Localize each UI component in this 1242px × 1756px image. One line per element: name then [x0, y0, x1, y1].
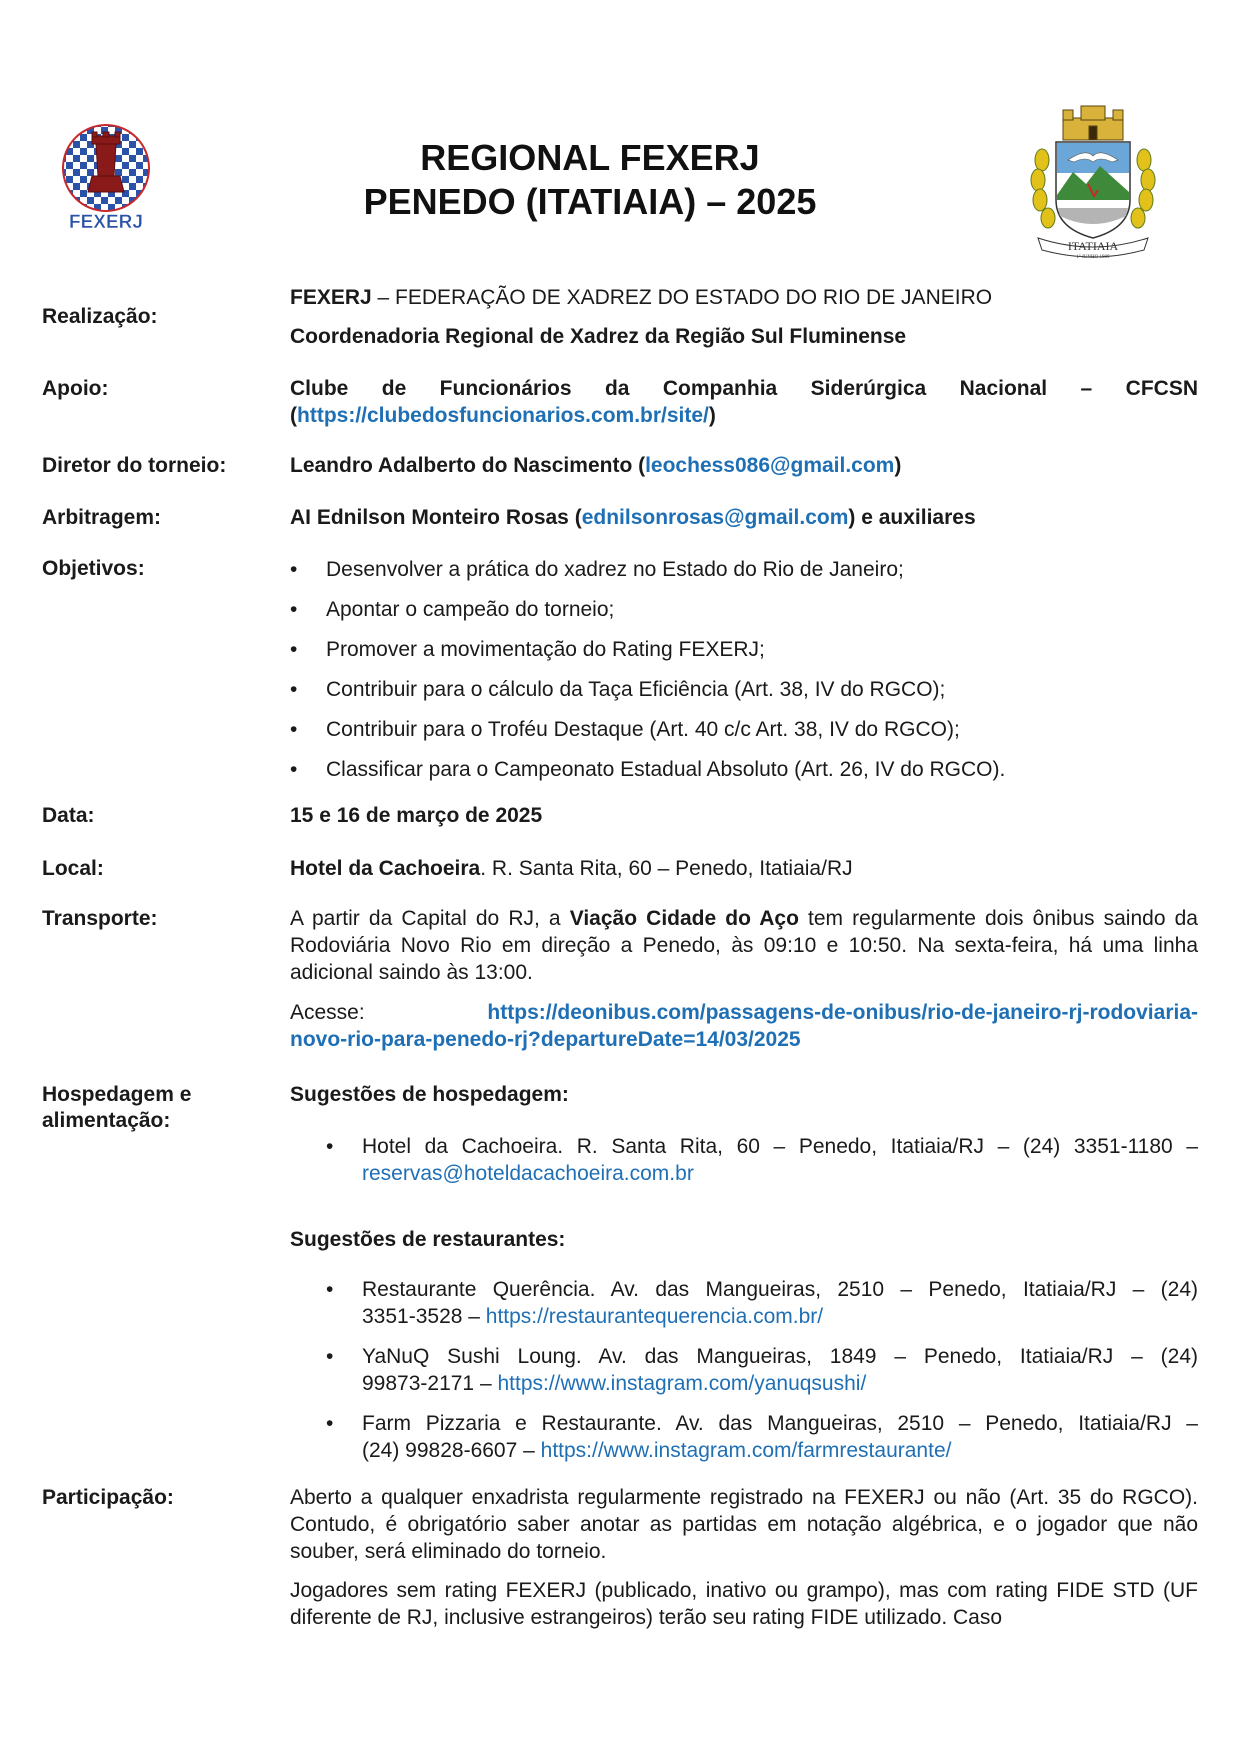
arbitragem-email-link[interactable]: ednilsonrosas@gmail.com: [581, 506, 849, 529]
diretor-content: [290, 452, 1198, 479]
transporte-text-b: tem regularmente dois ônibus saindo da Rodoviária Novo Rio em direção a Penedo, às 09:10 e 10:50. Na sexta-feira, há uma linha adicional saindo às 13:00.: [290, 907, 1198, 984]
logo-right-text: ITATIAIA: [1067, 239, 1119, 253]
diretor-email-link[interactable]: leochess086@gmail.com: [645, 454, 895, 477]
hotel-email-line: [362, 1160, 1198, 1187]
restaurant-line2: 99873-2171 –: [362, 1372, 498, 1395]
realizacao-org-abbrev: FEXERJ: [290, 286, 372, 309]
apoio-content: [290, 375, 1198, 429]
arbitragem-name: AI Ednilson Monteiro Rosas (: [290, 506, 582, 529]
label-hospedagem-line1: Hospedagem e: [42, 1083, 192, 1106]
diretor-name: Leandro Adalberto do Nascimento (: [290, 454, 646, 477]
hotel-text: Hotel da Cachoeira. R. Santa Rita, 60 – Penedo, Itatiaia/RJ – (24) 3351-1180 –: [362, 1135, 1198, 1158]
arbitragem-content: [290, 504, 1198, 531]
participacao-paragraph-2: Jogadores sem rating FEXERJ (publicado, inativo ou grampo), mas com rating FIDE STD (UF diferente de RJ, inclusive estrangeiros) terão seu rating FIDE utilizado. Caso: [290, 1579, 1198, 1629]
label-participacao: Participação:: [42, 1486, 174, 1509]
arbitragem-rest: ) e auxiliares: [848, 506, 976, 529]
bullet-dot: •: [326, 1412, 334, 1435]
fexerj-logo: [52, 120, 160, 235]
diretor-paren-close: ): [894, 454, 902, 477]
label-objetivos: Objetivos:: [42, 557, 145, 580]
list-item: • Contribuir para o Troféu Destaque (Art. 40 c/c Art. 38, IV do RGCO);: [290, 716, 1198, 756]
logo-left-text: FEXERJ: [69, 212, 143, 233]
restaurant-link[interactable]: https://restaurantequerencia.com.br/: [485, 1305, 824, 1328]
restaurant-line1: Restaurante Querência. Av. das Mangueiras, 2510 – Penedo, Itatiaia/RJ – (24): [362, 1278, 1198, 1301]
list-item: • Classificar para o Campeonato Estadual Absoluto (Art. 26, IV do RGCO).: [290, 756, 1198, 796]
label-diretor: Diretor do torneio:: [42, 454, 227, 477]
document-title-line2: PENEDO (ITATIAIA) – 2025: [363, 181, 817, 222]
bullet-dot: •: [326, 1135, 334, 1158]
apoio-paren-open: (: [290, 404, 297, 427]
apoio-link[interactable]: https://clubedosfuncionarios.com.br/site/: [297, 404, 709, 427]
apoio-paren-close: ): [708, 404, 716, 427]
restaurant-item: [326, 1276, 1198, 1330]
document-title-line1: REGIONAL FEXERJ: [420, 137, 760, 178]
list-item: • Contribuir para o cálculo da Taça Eficiência (Art. 38, IV do RGCO);: [290, 676, 1198, 716]
transporte-access: [290, 999, 1198, 1053]
local-address: . R. Santa Rita, 60 – Penedo, Itatiaia/RJ: [480, 857, 853, 880]
restaurant-line2: 3351-3528 –: [362, 1305, 486, 1328]
realizacao-coordenadoria: Coordenadoria Regional de Xadrez da Região Sul Fluminense: [290, 325, 907, 348]
objetivos-list: [290, 556, 1198, 796]
transporte-text-a: A partir da Capital do RJ, a: [290, 907, 570, 930]
bullet-dot: •: [326, 1278, 334, 1301]
hospedagem-subheading: Sugestões de hospedagem:: [290, 1083, 569, 1106]
list-item: • Desenvolver a prática do xadrez no Estado do Rio de Janeiro;: [290, 556, 1198, 596]
list-item: • Promover a movimentação do Rating FEXERJ;: [290, 636, 1198, 676]
label-local: Local:: [42, 857, 104, 880]
transporte-link-line2[interactable]: novo-rio-para-penedo-rj?departureDate=14/03/2025: [290, 1028, 801, 1051]
restaurant-line1: YaNuQ Sushi Loung. Av. das Mangueiras, 1849 – Penedo, Itatiaia/RJ – (24): [362, 1345, 1198, 1368]
label-transporte: Transporte:: [42, 907, 158, 930]
acesse-label: Acesse:: [290, 1001, 365, 1024]
label-hospedagem-line2: alimentação:: [42, 1109, 171, 1132]
apoio-club-name: Clube de Funcionários da Companhia Siderúrgica Nacional – CFCSN: [290, 377, 1198, 400]
restaurant-line1: Farm Pizzaria e Restaurante. Av. das Mangueiras, 2510 – Penedo, Itatiaia/RJ –: [362, 1412, 1198, 1435]
logo-right-subtext: 1º JUNHO 1989: [1076, 255, 1110, 260]
restaurant-item: [326, 1410, 1198, 1464]
restaurant-link[interactable]: https://www.instagram.com/yanuqsushi/: [497, 1372, 867, 1395]
label-apoio: Apoio:: [42, 377, 109, 400]
restaurant-line2: (24) 99828-6607 –: [362, 1439, 541, 1462]
label-realizacao: Realização:: [42, 305, 158, 328]
restaurant-link[interactable]: https://www.instagram.com/farmrestaurante/: [540, 1439, 952, 1462]
restaurantes-subheading: Sugestões de restaurantes:: [290, 1228, 566, 1251]
hotel-email-link[interactable]: reservas@hoteldacachoeira.com.br: [362, 1162, 694, 1185]
realizacao-org-name: – FEDERAÇÃO DE XADREZ DO ESTADO DO RIO DE JANEIRO: [371, 286, 993, 309]
participacao-paragraph-1: Aberto a qualquer enxadrista regularmente registrado na FEXERJ ou não (Art. 35 do RGCO). Contudo, é obrigatório saber anotar as partidas em notação algébrica, e o jogador que não souber, será eliminado do torneio.: [290, 1486, 1198, 1563]
itatiaia-coat-of-arms: [1028, 100, 1158, 260]
data-value: 15 e 16 de março de 2025: [290, 804, 543, 827]
list-item: • Apontar o campeão do torneio;: [290, 596, 1198, 636]
local-content: [290, 855, 1198, 882]
transporte-company: Viação Cidade do Aço: [569, 907, 799, 930]
label-arbitragem: Arbitragem:: [42, 506, 162, 529]
realizacao-content: [290, 284, 1198, 350]
hotel-item: [326, 1133, 1198, 1160]
local-hotel-name: Hotel da Cachoeira: [290, 857, 481, 880]
transporte-link-line1[interactable]: https://deonibus.com/passagens-de-onibus/rio-de-janeiro-rj-rodoviaria-: [487, 1001, 1198, 1024]
transporte-paragraph: [290, 905, 1198, 986]
label-hospedagem: [42, 1082, 282, 1134]
restaurant-item: [326, 1343, 1198, 1397]
label-data: Data:: [42, 804, 95, 827]
bullet-dot: •: [326, 1345, 334, 1368]
